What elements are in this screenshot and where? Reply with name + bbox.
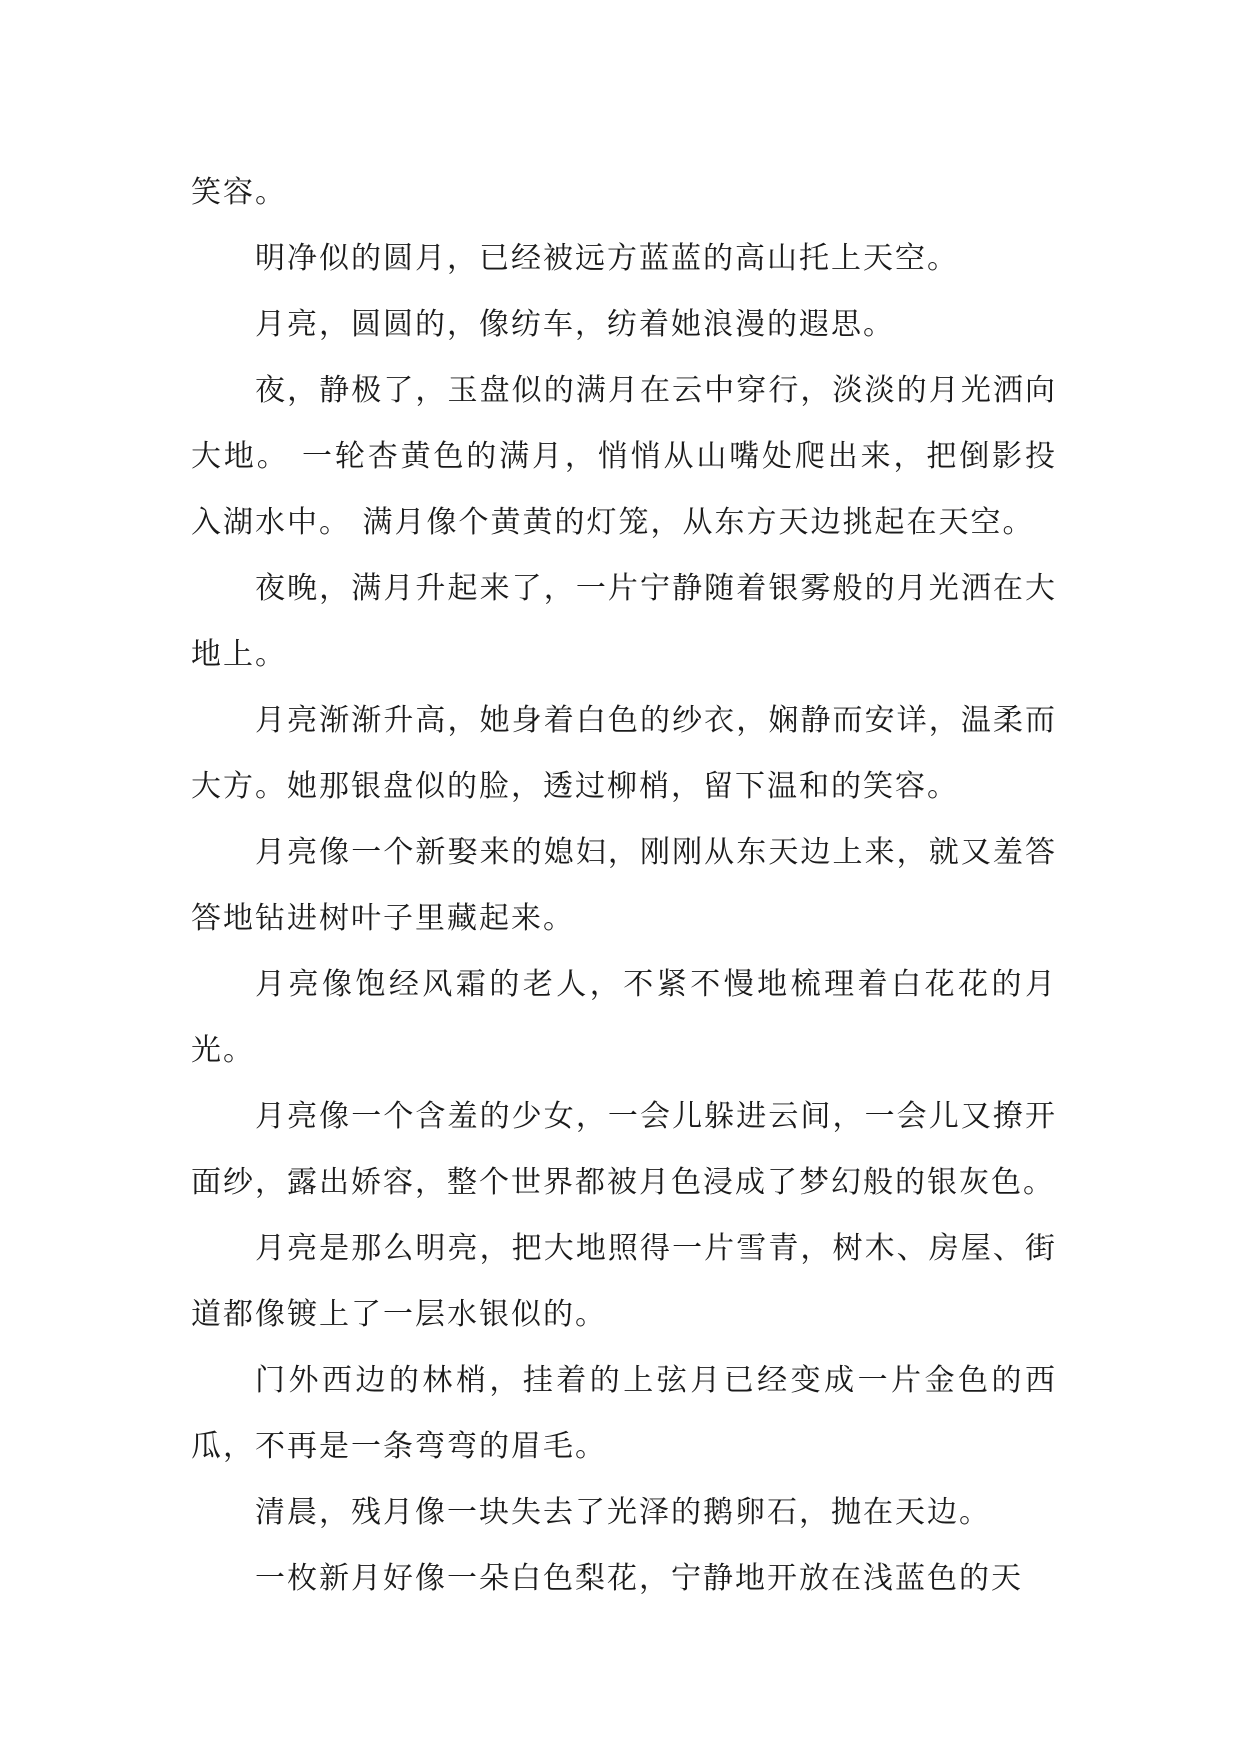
paragraph-8: 月亮像饱经风霜的老人，不紧不慢地梳理着白花花的月光。 [191,967,1057,1068]
paragraph-4: 夜，静极了，玉盘似的满月在云中穿行，淡淡的月光洒向大地。 一轮杏黄色的满月，悄悄从山嘴处爬出来，把倒影投入湖水中。 满月像个黄黄的灯笼，从东方天边挑起在天空。 [191,373,1057,540]
paragraph-1: 笑容。 [191,175,287,210]
paragraph-12: 清晨，残月像一块失去了光泽的鹅卵石，抛在天边。 [255,1495,991,1530]
paragraph-13: 一枚新月好像一朵白色梨花，宁静地开放在浅蓝色的天 [255,1561,1023,1596]
paragraph-5: 夜晚，满月升起来了，一片宁静随着银雾般的月光洒在大地上。 [191,571,1057,672]
paragraph-9: 月亮像一个含羞的少女，一会儿躲进云间，一会儿又撩开面纱，露出娇容，整个世界都被月色浸成了梦幻般的银灰色。 [191,1099,1057,1200]
paragraph-11: 门外西边的林梢，挂着的上弦月已经变成一片金色的西瓜，不再是一条弯弯的眉毛。 [191,1363,1057,1464]
paragraph-6: 月亮渐渐升高，她身着白色的纱衣，娴静而安详，温柔而大方。她那银盘似的脸，透过柳梢，留下温和的笑容。 [191,703,1057,804]
paragraph-10: 月亮是那么明亮，把大地照得一片雪青，树木、房屋、街道都像镀上了一层水银似的。 [191,1231,1057,1332]
paragraph-7: 月亮像一个新娶来的媳妇，刚刚从东天边上来，就又羞答答地钻进树叶子里藏起来。 [191,835,1057,936]
paragraph-2: 明净似的圆月，已经被远方蓝蓝的高山托上天空。 [255,241,959,276]
document-body [191,160,1057,1612]
paragraph-3: 月亮，圆圆的，像纺车，纺着她浪漫的遐思。 [255,307,895,342]
